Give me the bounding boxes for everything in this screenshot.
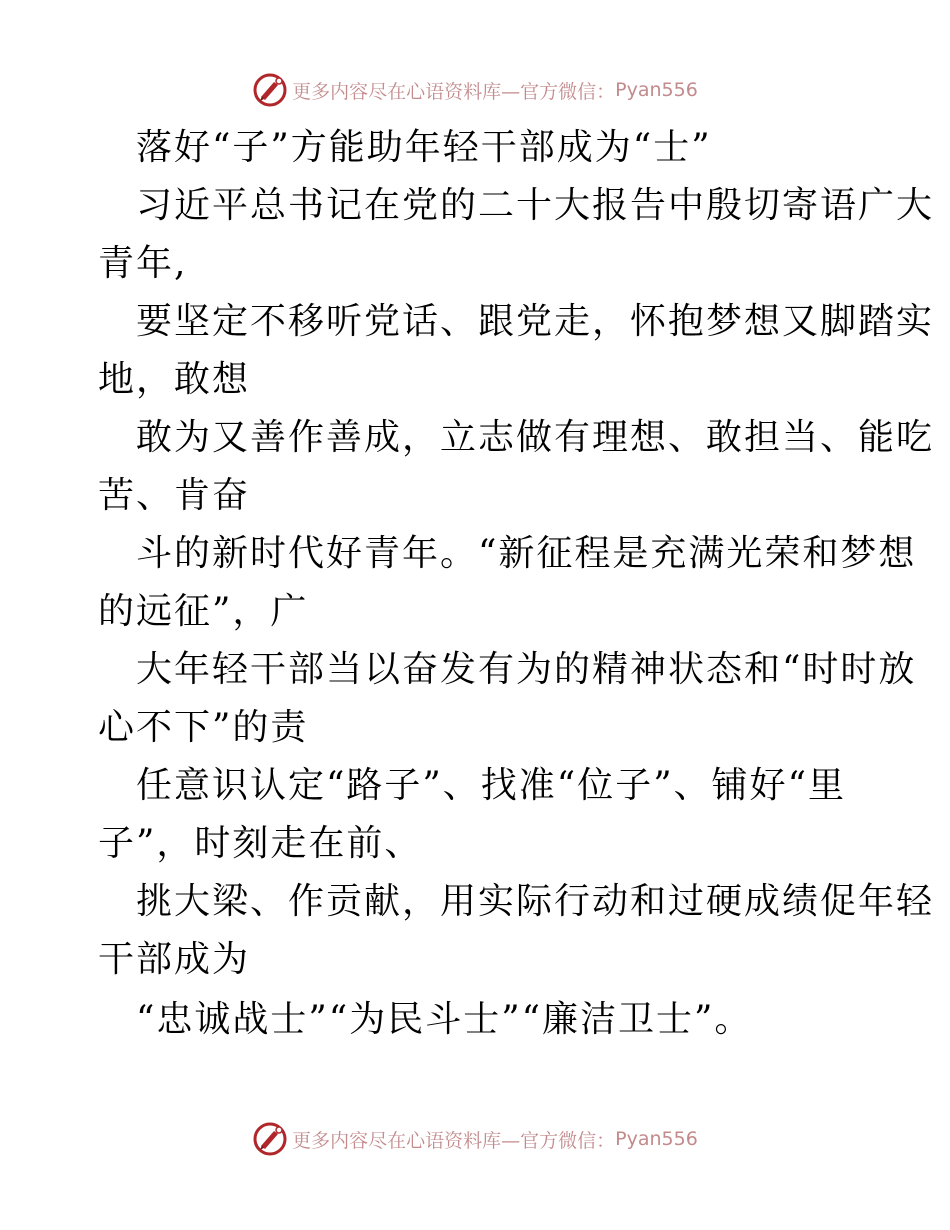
paragraph-line: 敢为又善作善成，立志做有理想、敢担当、能吃 <box>136 417 935 458</box>
paragraph-line: 心不下”的责 <box>98 707 309 748</box>
footer-wechat-id: Pyan556 <box>615 1128 698 1150</box>
paragraph-line: 要坚定不移听党话、跟党走，怀抱梦想又脚踏实 <box>136 301 935 342</box>
header-watermark-banner <box>0 70 950 110</box>
pen-logo-icon <box>252 72 288 108</box>
header-banner-text: 更多内容尽在心语资料库—官方微信： <box>292 80 616 103</box>
paragraph-line: 斗的新时代好青年。“新征程是充满光荣和梦想 <box>136 533 917 574</box>
paragraph-line: 习近平总书记在党的二十大报告中殷切寄语广大 <box>136 185 935 226</box>
paragraph-line: 青年, <box>98 243 188 284</box>
header-wechat-id: Pyan556 <box>615 79 698 101</box>
footer-banner-text: 更多内容尽在心语资料库—官方微信： <box>292 1129 616 1152</box>
pen-logo-icon <box>252 1121 288 1157</box>
paragraph-line: 任意识认定“路子”、找准“位子”、铺好“里 <box>136 765 847 806</box>
paragraph-line: 地，敢想 <box>98 359 251 400</box>
footer-watermark-banner <box>0 1119 950 1159</box>
paragraph-line: 子”，时刻走在前、 <box>98 823 423 864</box>
paragraph-line: 苦、肯奋 <box>98 475 251 516</box>
paragraph-line: 的远征”，广 <box>98 591 309 632</box>
document-title-line: 落好“子”方能助年轻干部成为“士” <box>136 127 712 168</box>
paragraph-line: “忠诚战士”“为民斗士”“廉洁卫士”。 <box>136 999 753 1040</box>
paragraph-line: 大年轻干部当以奋发有为的精神状态和“时时放 <box>136 649 917 690</box>
paragraph-line: 干部成为 <box>98 939 251 980</box>
paragraph-line: 挑大梁、作贡献，用实际行动和过硬成绩促年轻 <box>136 881 935 922</box>
